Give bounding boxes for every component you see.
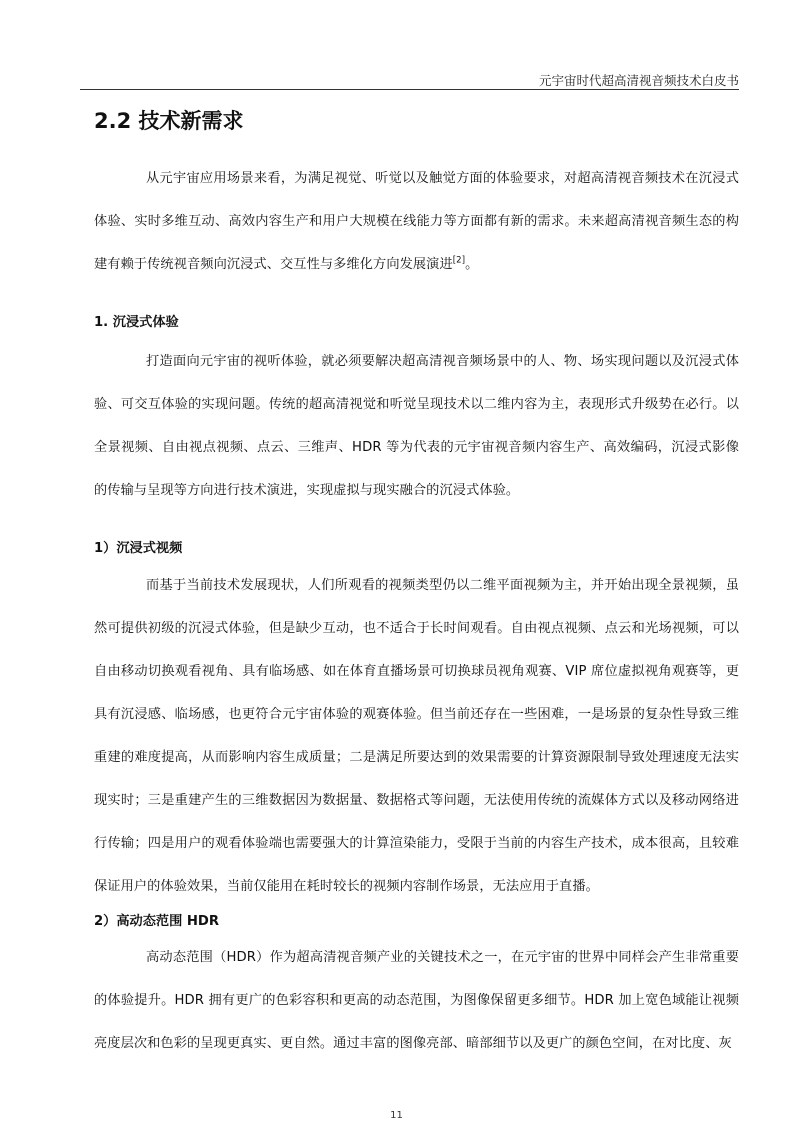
section-title: 2.2 技术新需求 xyxy=(94,109,244,133)
subsection-1-paragraph: 而基于当前技术发展现状，人们所观看的视频类型仍以二维平面视频为主，并开始出现全景视频，虽然可提供初级的沉浸式体验，但是缺少互动，也不适合于长时间观看。自由视点视频、点云和光场视频，可以自由移动切换观看视角、具有临场感、如在体育直播场景可切换球员视角观赛、VIP 席位虚拟视角观赛等，更具有沉浸感、临场感，也更符合元宇宙体验的观赛体验。但当前还存在一些困难，一是场景的复杂性导致三维重建的难度提高，从而影响内容生成质量；二是满足所要达到的效果需要的计算资源限制导致处理速度无法实现实时；三是重建产生的三维数据因为数据量、数据格式等问题，无法使用传统的流媒体方式以及移动网络进行传输；四是用户的观看体验端也需要强大的计算渲染能力，受限于当前的内容生产技术，成本很高，且较难保证用户的体验效果，当前仅能用在耗时较长的视频内容制作场景，无法应用于直播。 xyxy=(94,578,739,894)
intro-text: 从元宇宙应用场景来看，为满足视觉、听觉以及触觉方面的体验要求，对超高清视音频技术在沉浸式体验、实时多维互动、高效内容生产和用户大规模在线能力等方面都有新的需求。未来超高清视音频生态的构建有赖于传统视音频向沉浸式、交互性与多维化方向发展演进 xyxy=(94,171,739,272)
item-1-heading: 1. 沉浸式体验 xyxy=(94,315,179,330)
page-number: 11 xyxy=(390,1110,403,1121)
subsection-2-paragraph: 高动态范围（HDR）作为超高清视音频产业的关键技术之一，在元宇宙的世界中同样会产生非常重要的体验提升。HDR 拥有更广的色彩容积和更高的动态范围，为图像保留更多细节。HDR 加上宽色域能让视频亮度层次和色彩的呈现更真实、更自然。通过丰富的图像亮部、暗部细节以及更广的颜色空间，在对比度、灰 xyxy=(94,950,739,1051)
header-divider xyxy=(80,89,739,90)
citation-ref: [2] xyxy=(452,255,466,266)
subsection-2-heading: 2）高动态范围 HDR xyxy=(94,914,220,929)
intro-end: 。 xyxy=(465,257,479,272)
header-title: 元宇宙时代超高清视音频技术白皮书 xyxy=(538,73,739,88)
item-1-paragraph: 打造面向元宇宙的视听体验，就必须要解决超高清视音频场景中的人、物、场实现问题以及沉浸式体验、可交互体验的实现问题。传统的超高清视觉和听觉呈现技术以二维内容为主，表现形式升级势在必行。以全景视频、自由视点视频、点云、三维声、HDR 等为代表的元宇宙视音频内容生产、高效编码，沉浸式影像的传输与呈现等方向进行技术演进，实现虚拟与现实融合的沉浸式体验。 xyxy=(94,354,739,498)
intro-paragraph xyxy=(94,157,739,286)
subsection-1-heading: 1）沉浸式视频 xyxy=(94,541,183,556)
